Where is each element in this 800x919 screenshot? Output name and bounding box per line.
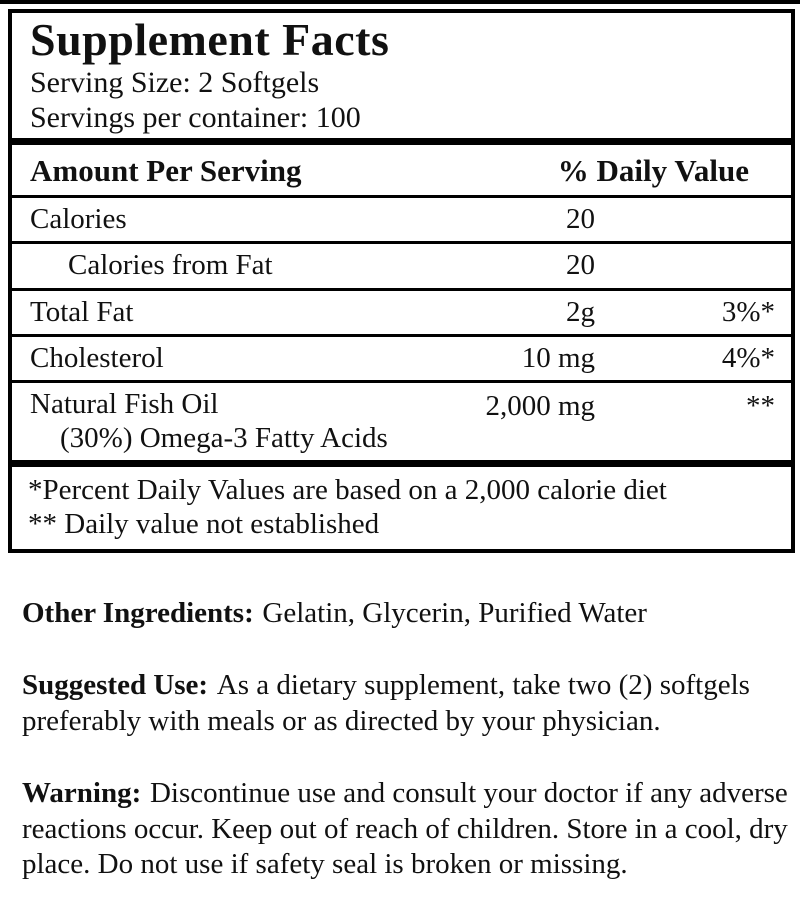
nutrient-name (30, 388, 445, 455)
warning-section (22, 776, 797, 882)
nutrient-name-line1: Natural Fish Oil (30, 388, 219, 421)
footnotes (12, 467, 791, 549)
other-ingredients-label: Other Ingredients: (22, 597, 254, 629)
nutrient-name-line2: (30%) Omega-3 Fatty Acids (60, 421, 388, 454)
panel-title: Supplement Facts (30, 14, 390, 65)
nutrient-name: Calories from Fat (68, 249, 273, 282)
other-ingredients-text: Gelatin, Glycerin, Purified Water (262, 597, 647, 629)
column-header-row (12, 145, 791, 198)
nutrient-name: Cholesterol (30, 341, 164, 374)
warning-text: Discontinue use and consult your doctor if any adverse reactions occur. Keep out of reach of children. Store in a cool, dry place. Do not use if safety seal is broken or missing. (22, 777, 788, 880)
nutrient-amount: 20 (566, 202, 595, 235)
nutrient-amount: 2g (566, 295, 595, 328)
nutrient-name: Total Fat (30, 295, 134, 328)
other-ingredients-section (22, 596, 797, 631)
nutrient-row-calories-from-fat (12, 244, 791, 290)
suggested-use-section (22, 668, 797, 739)
nutrient-name: Calories (30, 202, 127, 235)
daily-value-header: % Daily Value (557, 152, 749, 188)
suggested-use-label: Suggested Use: (22, 669, 209, 702)
amount-per-serving-header: Amount Per Serving (30, 152, 302, 188)
nutrient-row-total-fat (12, 291, 791, 337)
top-edge-line (0, 0, 800, 4)
serving-size: Serving Size: 2 Softgels (30, 65, 320, 99)
nutrient-row-cholesterol (12, 337, 791, 383)
separator-bar (12, 460, 791, 467)
supplement-facts-panel (8, 9, 795, 553)
nutrient-amount: 2,000 mg (485, 390, 595, 423)
nutrient-row-calories (12, 198, 791, 244)
nutrient-amount: 20 (566, 249, 595, 282)
nutrient-dv: 3%* (721, 295, 775, 328)
suggested-use-text: As a dietary supplement, take two (2) softgels preferably with meals or as directed by your physician. (22, 669, 750, 737)
footnote-not-established: ** Daily value not established (28, 508, 380, 541)
separator-bar (12, 138, 791, 145)
nutrient-dv: 4%* (721, 341, 775, 374)
servings-per-container: Servings per container: 100 (30, 100, 361, 134)
nutrient-amount: 10 mg (521, 341, 595, 374)
warning-label: Warning: (22, 777, 142, 810)
footnote-daily-values: *Percent Daily Values are based on a 2,000 calorie diet (28, 473, 667, 506)
nutrient-dv: ** (746, 390, 775, 423)
nutrient-row-fish-oil (12, 383, 791, 460)
label-text-sections (22, 596, 797, 919)
